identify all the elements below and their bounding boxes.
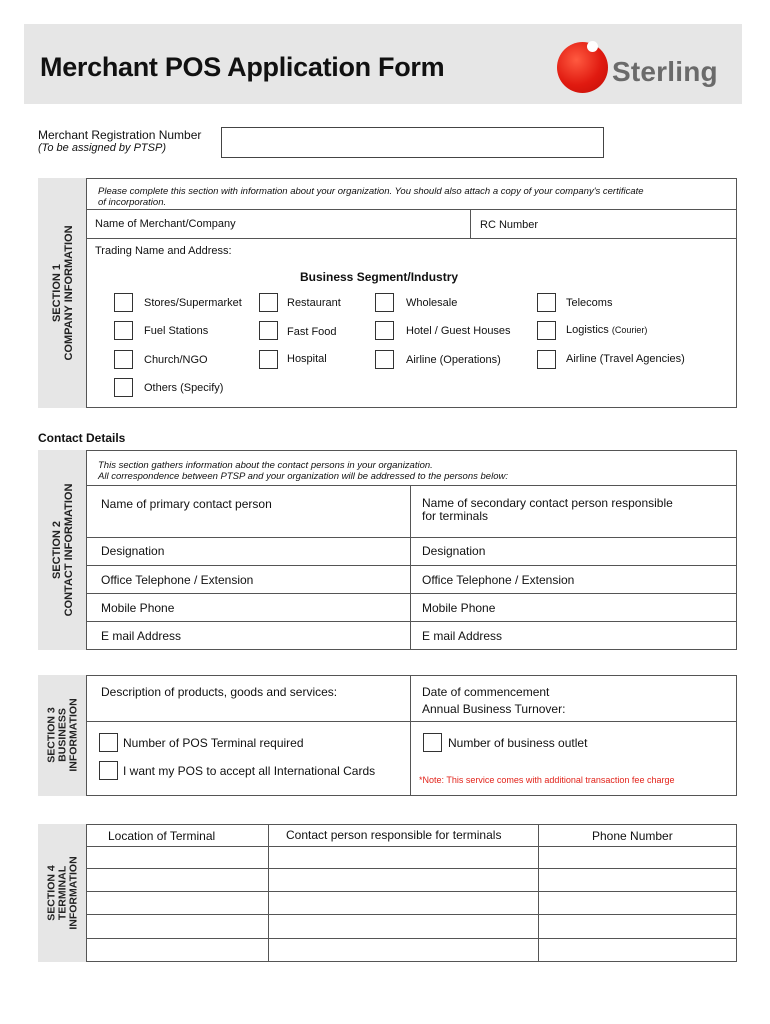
terminal-contact-cell[interactable] (269, 868, 538, 891)
terminal-location-cell[interactable] (87, 868, 268, 891)
checkbox-fastfood[interactable] (259, 321, 278, 340)
registration-sublabel: (To be assigned by PTSP) (38, 142, 166, 154)
secondary-contact-label (422, 497, 673, 523)
logo-dot-icon (587, 41, 598, 52)
checkbox-hotel[interactable] (375, 321, 394, 340)
terminal-phone-cell[interactable] (539, 891, 736, 914)
section1-side-title: SECTION 1 (51, 263, 63, 323)
segment-title: Business Segment/Industry (300, 270, 459, 284)
section2-instruction-1: This section gathers information about the contact persons in your organization. (98, 460, 433, 471)
terminal-location-cell[interactable] (87, 846, 268, 868)
option-others: Others (Specify) (144, 382, 224, 394)
col-location-header: Location of Terminal (108, 829, 216, 843)
section2-side-subtitle: CONTACT INFORMATION (63, 483, 75, 617)
col-contact-header: Contact person responsible for terminals (286, 828, 502, 842)
terminal-contact-cell[interactable] (269, 914, 538, 938)
fee-note: *Note: This service comes with additional transaction fee charge (419, 775, 675, 785)
registration-number-field[interactable] (221, 127, 604, 158)
sterling-logo-icon (557, 42, 608, 93)
pos-required-field[interactable] (99, 733, 118, 752)
option-fuel: Fuel Stations (144, 325, 209, 337)
section3-side-subtitle: BUSINESS (56, 708, 69, 762)
section4-side-subtitle: TERMINAL (56, 865, 69, 921)
primary-designation-label: Designation (101, 544, 165, 558)
international-cards-label: I want my POS to accept all International Cards (123, 764, 376, 778)
option-restaurant: Restaurant (287, 297, 341, 309)
section2-side (38, 450, 87, 650)
primary-contact-field[interactable] (87, 485, 410, 537)
section1-instruction-1: Please complete this section with information about your organization. You should also attach a copy of your company's certificate (98, 186, 644, 197)
checkbox-hospital[interactable] (259, 350, 278, 369)
section4-side (38, 824, 87, 962)
section1-side (38, 178, 87, 408)
checkbox-airline-operations[interactable] (375, 350, 394, 369)
terminal-location-cell[interactable] (87, 938, 268, 961)
outlets-label: Number of business outlet (448, 736, 588, 750)
option-fastfood: Fast Food (287, 326, 337, 338)
primary-contact-label: Name of primary contact person (101, 497, 272, 511)
primary-mobile-label: Mobile Phone (101, 601, 175, 615)
terminal-phone-cell[interactable] (539, 868, 736, 891)
primary-email-label: E mail Address (101, 629, 182, 643)
option-stores: Stores/Supermarket (144, 297, 242, 309)
turnover-label: Annual Business Turnover: (422, 702, 566, 716)
option-telecoms: Telecoms (566, 297, 613, 309)
merchant-name-label: Name of Merchant/Company (95, 218, 236, 230)
terminal-contact-cell[interactable] (269, 846, 538, 868)
option-logistics-label: Logistics (566, 324, 609, 336)
option-airline-operations: Airline (Operations) (406, 354, 501, 366)
secondary-email-label: E mail Address (422, 629, 503, 643)
checkbox-stores[interactable] (114, 293, 133, 312)
commencement-label: Date of commencement (422, 685, 550, 699)
section3-side (38, 675, 87, 796)
option-hospital: Hospital (287, 353, 327, 365)
checkbox-wholesale[interactable] (375, 293, 394, 312)
section3-side-title: SECTION 3 (45, 707, 58, 763)
terminal-contact-cell[interactable] (269, 938, 538, 961)
checkbox-telecoms[interactable] (537, 293, 556, 312)
section4-side-title: SECTION 4 (45, 865, 58, 921)
pos-required-label: Number of POS Terminal required (123, 736, 304, 750)
checkbox-logistics[interactable] (537, 321, 556, 340)
terminal-phone-cell[interactable] (539, 938, 736, 961)
option-wholesale: Wholesale (406, 297, 458, 309)
secondary-mobile-label: Mobile Phone (422, 601, 496, 615)
page-title: Merchant POS Application Form (40, 52, 445, 82)
terminal-contact-cell[interactable] (269, 891, 538, 914)
option-church: Church/NGO (144, 354, 208, 366)
checkbox-fuel[interactable] (114, 321, 133, 340)
terminal-location-cell[interactable] (87, 914, 268, 938)
terminal-phone-cell[interactable] (539, 914, 736, 938)
section2-instruction-2: All correspondence between PTSP and your organization will be addressed to the persons below: (98, 471, 508, 482)
section1-side-subtitle: COMPANY INFORMATION (63, 225, 75, 361)
option-hotel: Hotel / Guest Houses (406, 325, 511, 337)
terminal-location-cell[interactable] (87, 891, 268, 914)
secondary-office-phone-label: Office Telephone / Extension (422, 573, 575, 587)
option-airline-travel: Airline (Travel Agencies) (566, 353, 685, 365)
trading-name-label: Trading Name and Address: (95, 245, 232, 257)
checkbox-others[interactable] (114, 378, 133, 397)
terminal-phone-cell[interactable] (539, 846, 736, 868)
international-cards-checkbox[interactable] (99, 761, 118, 780)
secondary-designation-label: Designation (422, 544, 486, 558)
rc-number-label: RC Number (480, 219, 539, 231)
secondary-contact-label-line1: Name of secondary contact person responsible (422, 496, 673, 510)
description-label: Description of products, goods and services: (101, 685, 338, 699)
checkbox-airline-travel[interactable] (537, 350, 556, 369)
section4-side-subtitle-2: INFORMATION (67, 856, 80, 930)
checkbox-restaurant[interactable] (259, 293, 278, 312)
checkbox-church[interactable] (114, 350, 133, 369)
contact-details-heading: Contact Details (38, 431, 126, 445)
outlets-field[interactable] (423, 733, 442, 752)
option-logistics (566, 324, 647, 336)
primary-office-phone-label: Office Telephone / Extension (101, 573, 254, 587)
registration-label: Merchant Registration Number (38, 128, 202, 142)
col-phone-header: Phone Number (592, 829, 673, 843)
section3-side-subtitle-2: INFORMATION (67, 698, 80, 772)
logo-text: Sterling (612, 56, 718, 87)
secondary-contact-label-line2: for terminals (422, 509, 489, 523)
section1-instruction-2: of incorporation. (98, 197, 167, 208)
section2-side-title: SECTION 2 (51, 520, 63, 580)
option-logistics-suffix: (Courier) (611, 325, 648, 335)
